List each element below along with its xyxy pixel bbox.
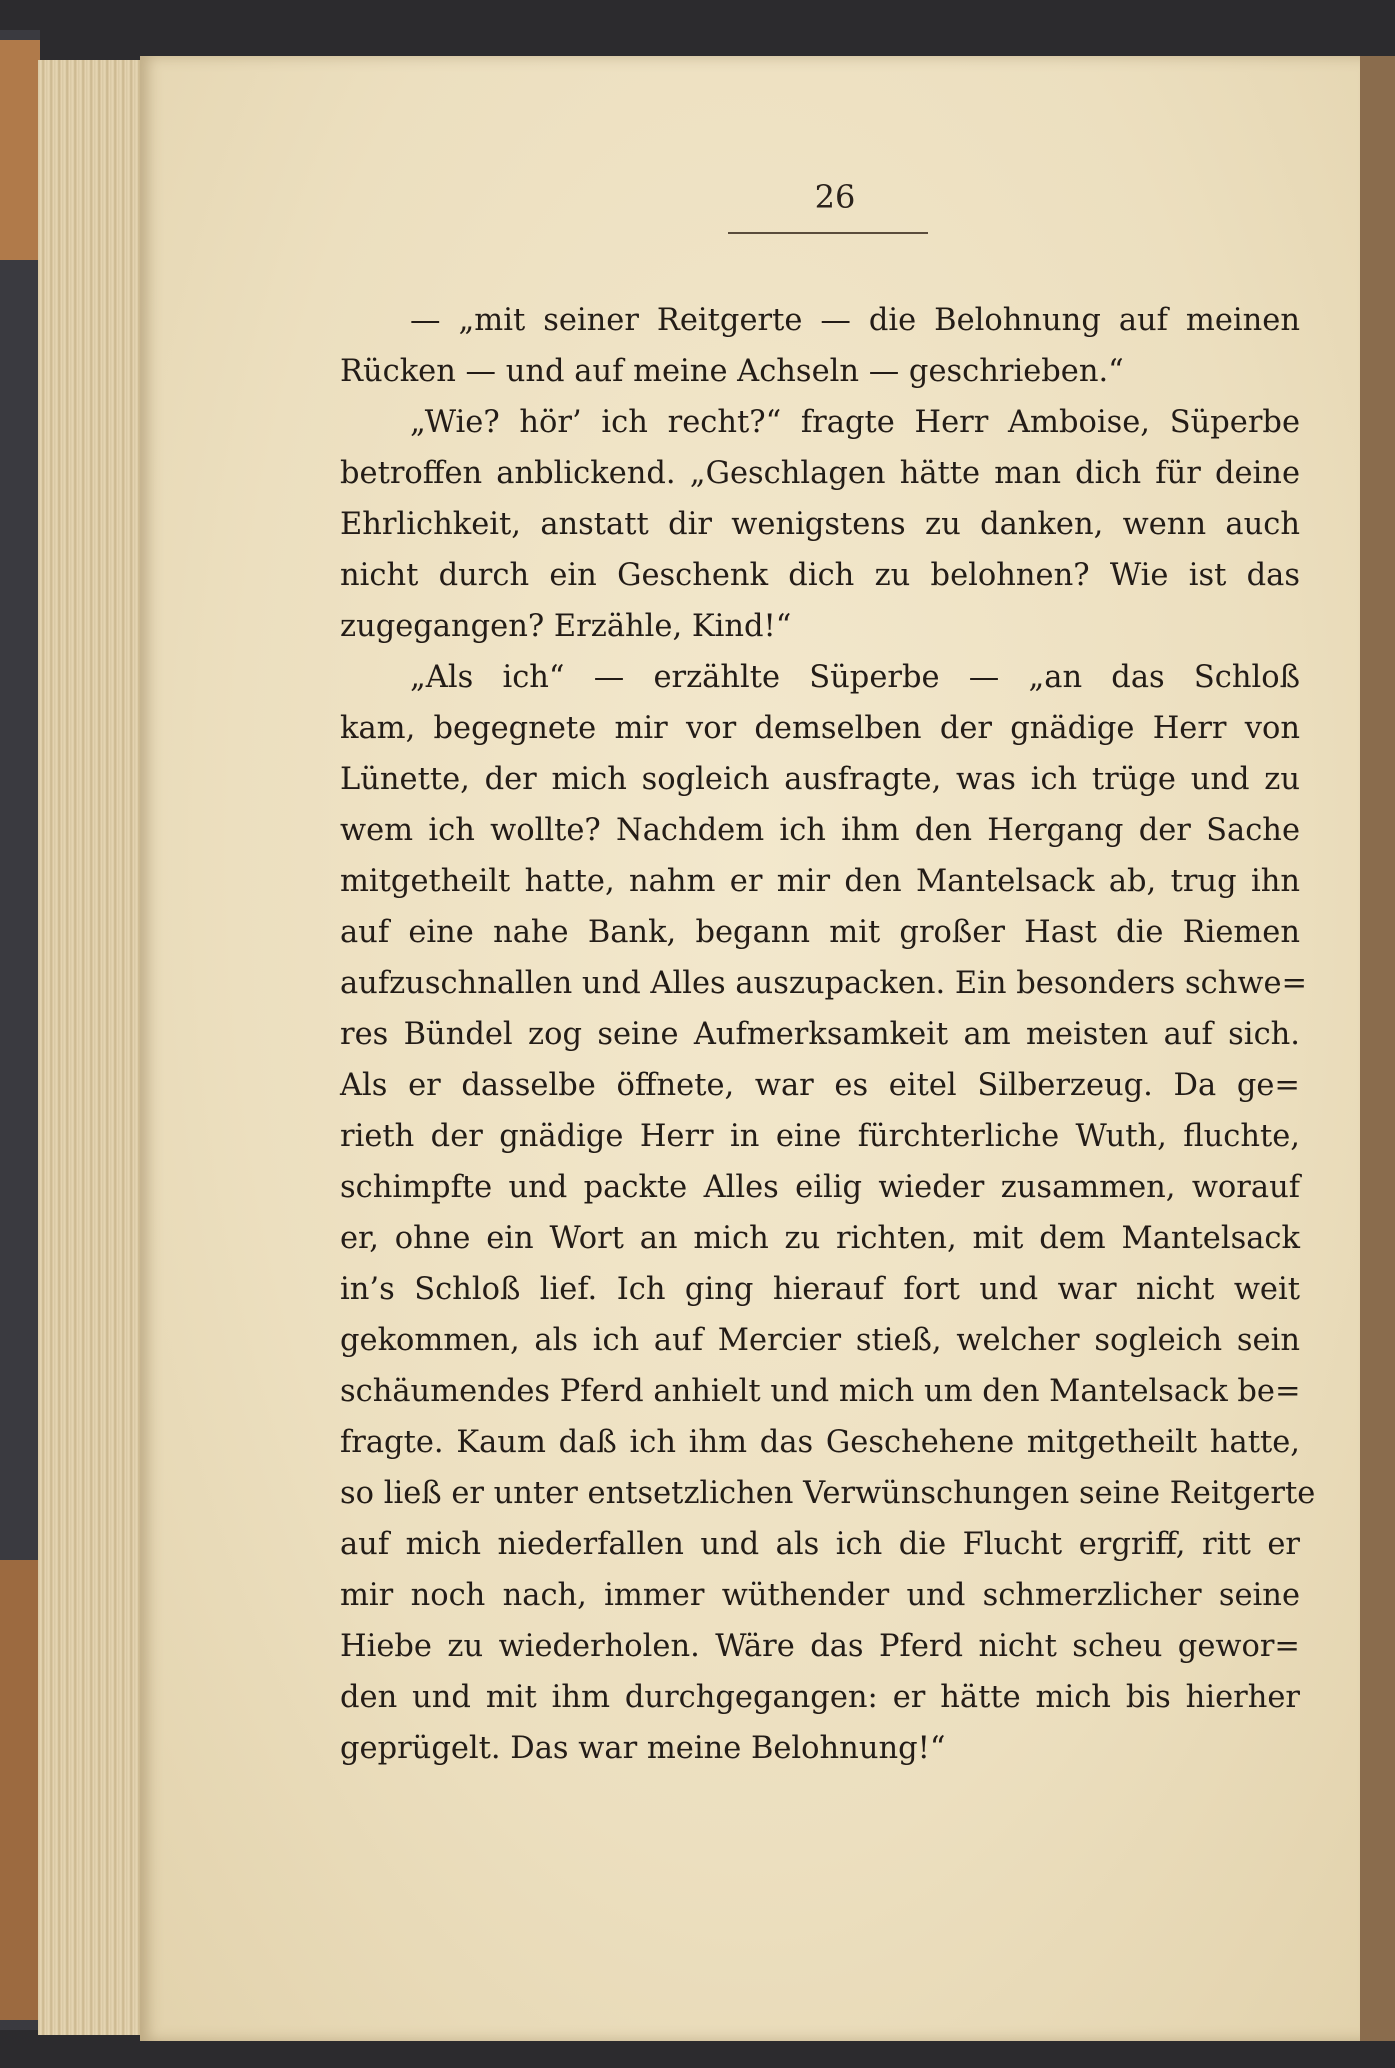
page-number-rule bbox=[728, 232, 928, 234]
text-line: geprügelt. Das war meine Belohnung!“ bbox=[340, 1731, 946, 1766]
text-line: schäumendes Pferd anhielt und mich um den Mantelsack be= bbox=[340, 1374, 1301, 1409]
text-line: so ließ er unter entsetzlichen Verwünschungen seine Reitgerte bbox=[340, 1476, 1316, 1511]
page-stack-edges bbox=[38, 60, 148, 2035]
text-line: auf eine nahe Bank, begann mit großer Hast die Riemen bbox=[340, 915, 1300, 950]
text-line: fragte. Kaum daß ich ihm das Geschehene mitgetheilt hatte, bbox=[340, 1425, 1300, 1460]
text-line: Rücken — und auf meine Achseln — geschrieben.“ bbox=[340, 354, 1124, 389]
text-line: „Wie? hör’ ich recht?“ fragte Herr Amboise, Süperbe bbox=[410, 405, 1300, 440]
cover-corner-top bbox=[0, 40, 40, 260]
text-line: wem ich wollte? Nachdem ich ihm den Hergang der Sache bbox=[340, 813, 1300, 848]
text-line: gekommen, als ich auf Mercier stieß, welcher sogleich sein bbox=[340, 1323, 1300, 1358]
cover-corner-bottom bbox=[0, 1560, 40, 2020]
text-line: kam, begegnete mir vor demselben der gnädige Herr von bbox=[340, 711, 1300, 746]
text-line: zugegangen? Erzähle, Kind!“ bbox=[340, 609, 792, 644]
text-line: schimpfte und packte Alles eilig wieder zusammen, worauf bbox=[340, 1170, 1300, 1205]
text-line: auf mich niederfallen und als ich die Flucht ergriff, ritt er bbox=[340, 1527, 1300, 1562]
text-line: — „mit seiner Reitgerte — die Belohnung auf meinen bbox=[410, 303, 1300, 338]
text-line: res Bündel zog seine Aufmerksamkeit am meisten auf sich. bbox=[340, 1017, 1300, 1052]
text-line: Lünette, der mich sogleich ausfragte, was ich trüge und zu bbox=[340, 762, 1300, 797]
text-line: den und mit ihm durchgegangen: er hätte mich bis hierher bbox=[340, 1680, 1300, 1715]
text-line: Hiebe zu wiederholen. Wäre das Pferd nicht scheu gewor= bbox=[340, 1629, 1300, 1664]
body-text bbox=[340, 295, 1316, 1774]
text-line: mitgetheilt hatte, nahm er mir den Mantelsack ab, trug ihn bbox=[340, 864, 1300, 899]
text-line: er, ohne ein Wort an mich zu richten, mit dem Mantelsack bbox=[340, 1221, 1300, 1256]
book-cover-right-edge bbox=[1360, 56, 1395, 2041]
text-line: aufzuschnallen und Alles auszupacken. Ein besonders schwe= bbox=[340, 966, 1308, 1001]
text-line: betroffen anblickend. „Geschlagen hätte man dich für deine bbox=[340, 456, 1300, 491]
page-number: 26 bbox=[814, 178, 856, 216]
text-line: Ehrlichkeit, anstatt dir wenigstens zu danken, wenn auch bbox=[340, 507, 1300, 542]
text-line: rieth der gnädige Herr in eine fürchterliche Wuth, fluchte, bbox=[340, 1119, 1300, 1154]
text-line: Als er dasselbe öffnete, war es eitel Silberzeug. Da ge= bbox=[340, 1068, 1300, 1103]
text-line: nicht durch ein Geschenk dich zu belohnen? Wie ist das bbox=[340, 558, 1300, 593]
text-line: „Als ich“ — erzählte Süperbe — „an das Schloß bbox=[410, 660, 1300, 695]
text-line: in’s Schloß lief. Ich ging hierauf fort und war nicht weit bbox=[340, 1272, 1300, 1307]
text-line: mir noch nach, immer wüthender und schmerzlicher seine bbox=[340, 1578, 1300, 1613]
